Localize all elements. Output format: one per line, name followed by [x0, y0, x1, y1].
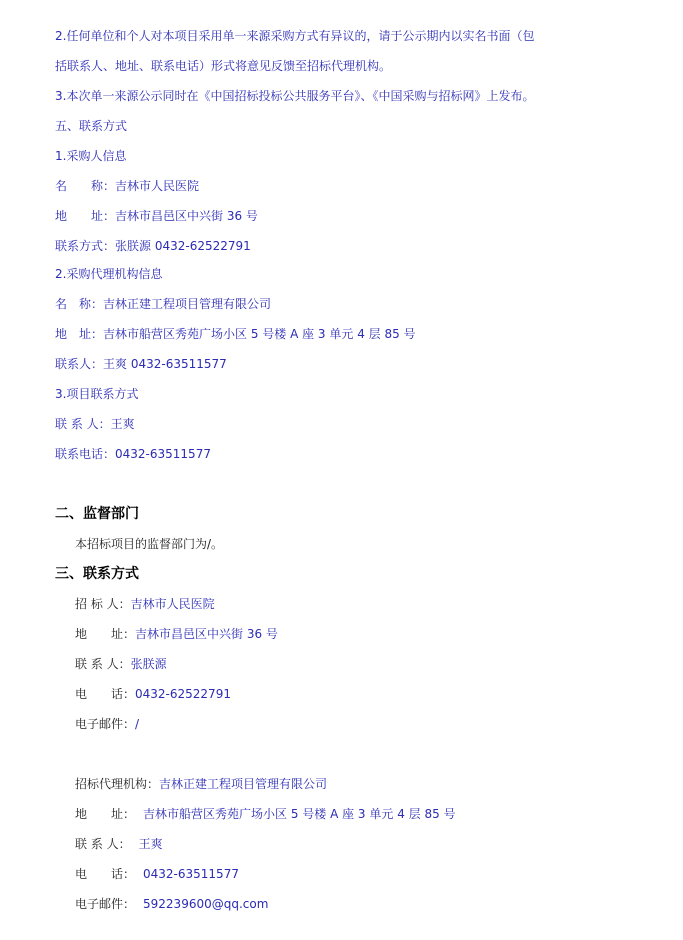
- agency-addr: 吉林市船营区秀苑广场小区 5 号楼 A 座 3 单元 4 层 85 号: [103, 327, 416, 341]
- agency-phone: 0432-63511577: [143, 867, 239, 881]
- tenderer-email: /: [135, 717, 140, 731]
- agency-address: 吉林市船营区秀苑广场小区 5 号楼 A 座 3 单元 4 层 85 号: [143, 807, 456, 821]
- tenderer-label: 招 标 人：: [75, 597, 131, 611]
- agency-name-row: [55, 296, 271, 312]
- agency-email-row: [75, 896, 268, 912]
- supervision-text: 本招标项目的监督部门为/。: [75, 537, 224, 551]
- agency-label: 招标代理机构：: [75, 777, 160, 791]
- notice-item-3: 3.本次单一来源公示同时在《中国招标投标公共服务平台》、《中国采购与招标网》上发布。: [55, 89, 535, 103]
- purchaser-name-row: [55, 178, 199, 194]
- tenderer-phone: 0432-62522791: [135, 687, 231, 701]
- notice-item-2-line1: 2.任何单位和个人对本项目采用单一来源采购方式有异议的，请于公示期内以实名书面（包: [55, 29, 535, 43]
- notice-item-2-line2: 括联系人、地址、联系电话）形式将意见反馈至招标代理机构。: [55, 59, 392, 73]
- purchaser-addr-label: 地 址：: [55, 209, 116, 223]
- tenderer: 吉林市人民医院: [130, 597, 215, 611]
- project-person-label: 联 系 人：: [55, 417, 111, 431]
- agency-addr-label: 地 址：: [55, 327, 104, 341]
- agency-contact: 王爽 0432-63511577: [103, 357, 227, 371]
- purchaser-addr-row: [55, 208, 258, 224]
- agency-contact-row: [55, 356, 227, 372]
- section-5-title: 五、联系方式: [55, 119, 128, 133]
- contact-title: 三、联系方式: [55, 566, 139, 582]
- tenderer-phone-row: [75, 686, 231, 702]
- project-phone-row: [55, 446, 211, 462]
- agency: 吉林正建工程项目管理有限公司: [159, 777, 328, 791]
- agency-phone-label: 电 话：: [75, 867, 136, 881]
- project-phone: 0432-63511577: [115, 447, 211, 461]
- purchaser-addr: 吉林市昌邑区中兴街 36 号: [115, 209, 258, 223]
- purchaser-name-label: 名 称：: [55, 179, 116, 193]
- agency-email-label: 电子邮件：: [75, 897, 136, 911]
- tenderer-row: [75, 596, 215, 612]
- agency-name: 吉林正建工程项目管理有限公司: [103, 297, 272, 311]
- agency-addr-row: [55, 326, 416, 342]
- project-person: 王爽: [110, 417, 135, 431]
- tenderer-addr: 吉林市昌邑区中兴街 36 号: [135, 627, 278, 641]
- agency-email[interactable]: 592239600@qq.com: [143, 897, 269, 911]
- agency-person-label: 联 系 人：: [75, 837, 131, 851]
- supervision-title: 二、监督部门: [55, 506, 139, 522]
- agency-heading: 2.采购代理机构信息: [55, 267, 163, 281]
- tenderer-person-row: [75, 656, 167, 672]
- tenderer-email-row: [75, 716, 139, 732]
- project-person-row: [55, 416, 135, 432]
- agency-contact-label: 联系人：: [55, 357, 104, 371]
- agency-row: [75, 776, 327, 792]
- project-contact-heading: 3.项目联系方式: [55, 387, 139, 401]
- purchaser-contact-row: [55, 238, 251, 254]
- agency-phone-row: [75, 866, 239, 882]
- agency-person: 王爽: [138, 837, 163, 851]
- purchaser-heading: 1.采购人信息: [55, 149, 127, 163]
- agency-name-label: 名 称：: [55, 297, 104, 311]
- tenderer-addr-label: 地 址：: [75, 627, 136, 641]
- agency-address-row: [75, 806, 456, 822]
- tenderer-person-label: 联 系 人：: [75, 657, 131, 671]
- purchaser-name: 吉林市人民医院: [115, 179, 200, 193]
- project-phone-label: 联系电话：: [55, 447, 116, 461]
- agency-person-row: [75, 836, 163, 852]
- agency-address-label: 地 址：: [75, 807, 136, 821]
- tenderer-email-label: 电子邮件：: [75, 717, 136, 731]
- tenderer-phone-label: 电 话：: [75, 687, 136, 701]
- tenderer-person: 张朕源: [130, 657, 167, 671]
- purchaser-contact-label: 联系方式：: [55, 239, 116, 253]
- purchaser-contact: 张朕源 0432-62522791: [115, 239, 251, 253]
- tenderer-addr-row: [75, 626, 278, 642]
